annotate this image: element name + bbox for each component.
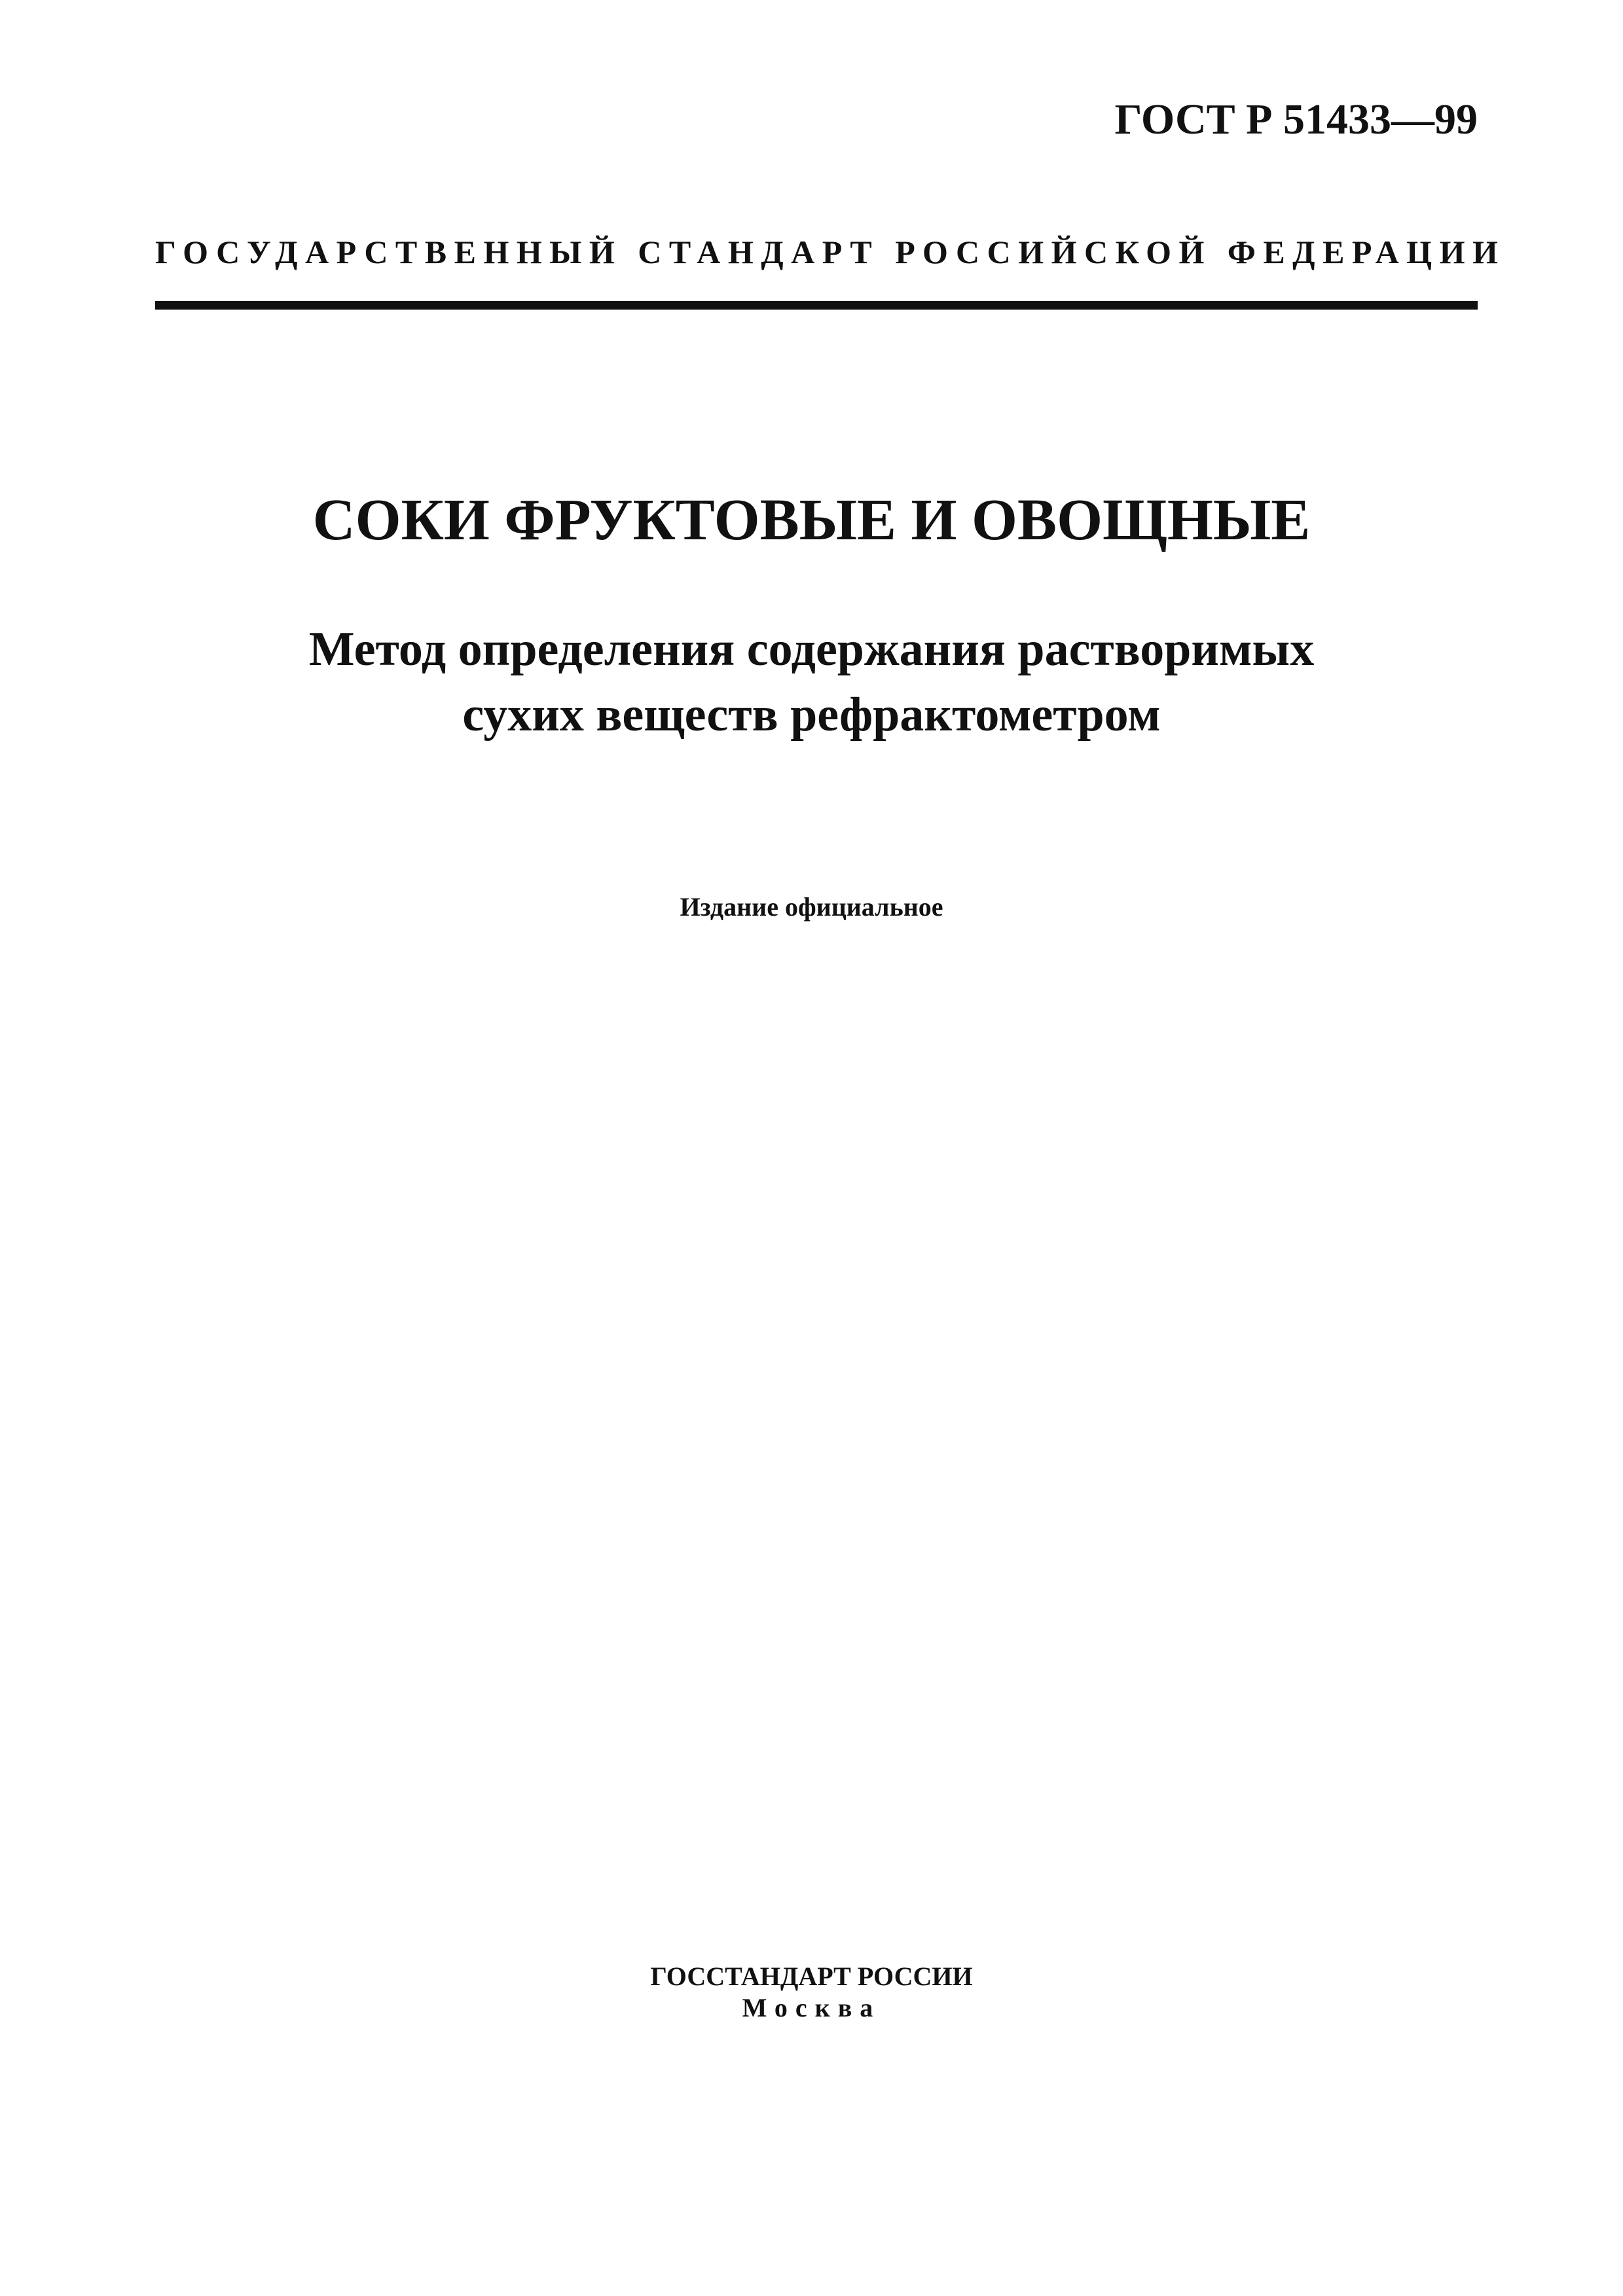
publisher-city: Москва	[742, 1993, 881, 2022]
header-divider	[155, 301, 1478, 310]
document-title: СОКИ ФРУКТОВЫЕ И ОВОЩНЫЕ	[312, 488, 1311, 552]
subtitle-line-1: Метод определения содержания растворимых	[308, 622, 1315, 676]
publisher-name: ГОССТАНДАРТ РОССИИ	[650, 1962, 973, 1991]
subtitle-line-2: сухих веществ рефрактометром	[462, 688, 1161, 742]
document-number: ГОСТ Р 51433—99	[1114, 96, 1478, 143]
document-subtitle	[0, 617, 1623, 747]
state-standard-heading: ГОСУДАРСТВЕННЫЙ СТАНДАРТ РОССИЙСКОЙ ФЕДЕРАЦИИ	[155, 234, 1506, 270]
edition-label: Издание официальное	[680, 892, 943, 922]
